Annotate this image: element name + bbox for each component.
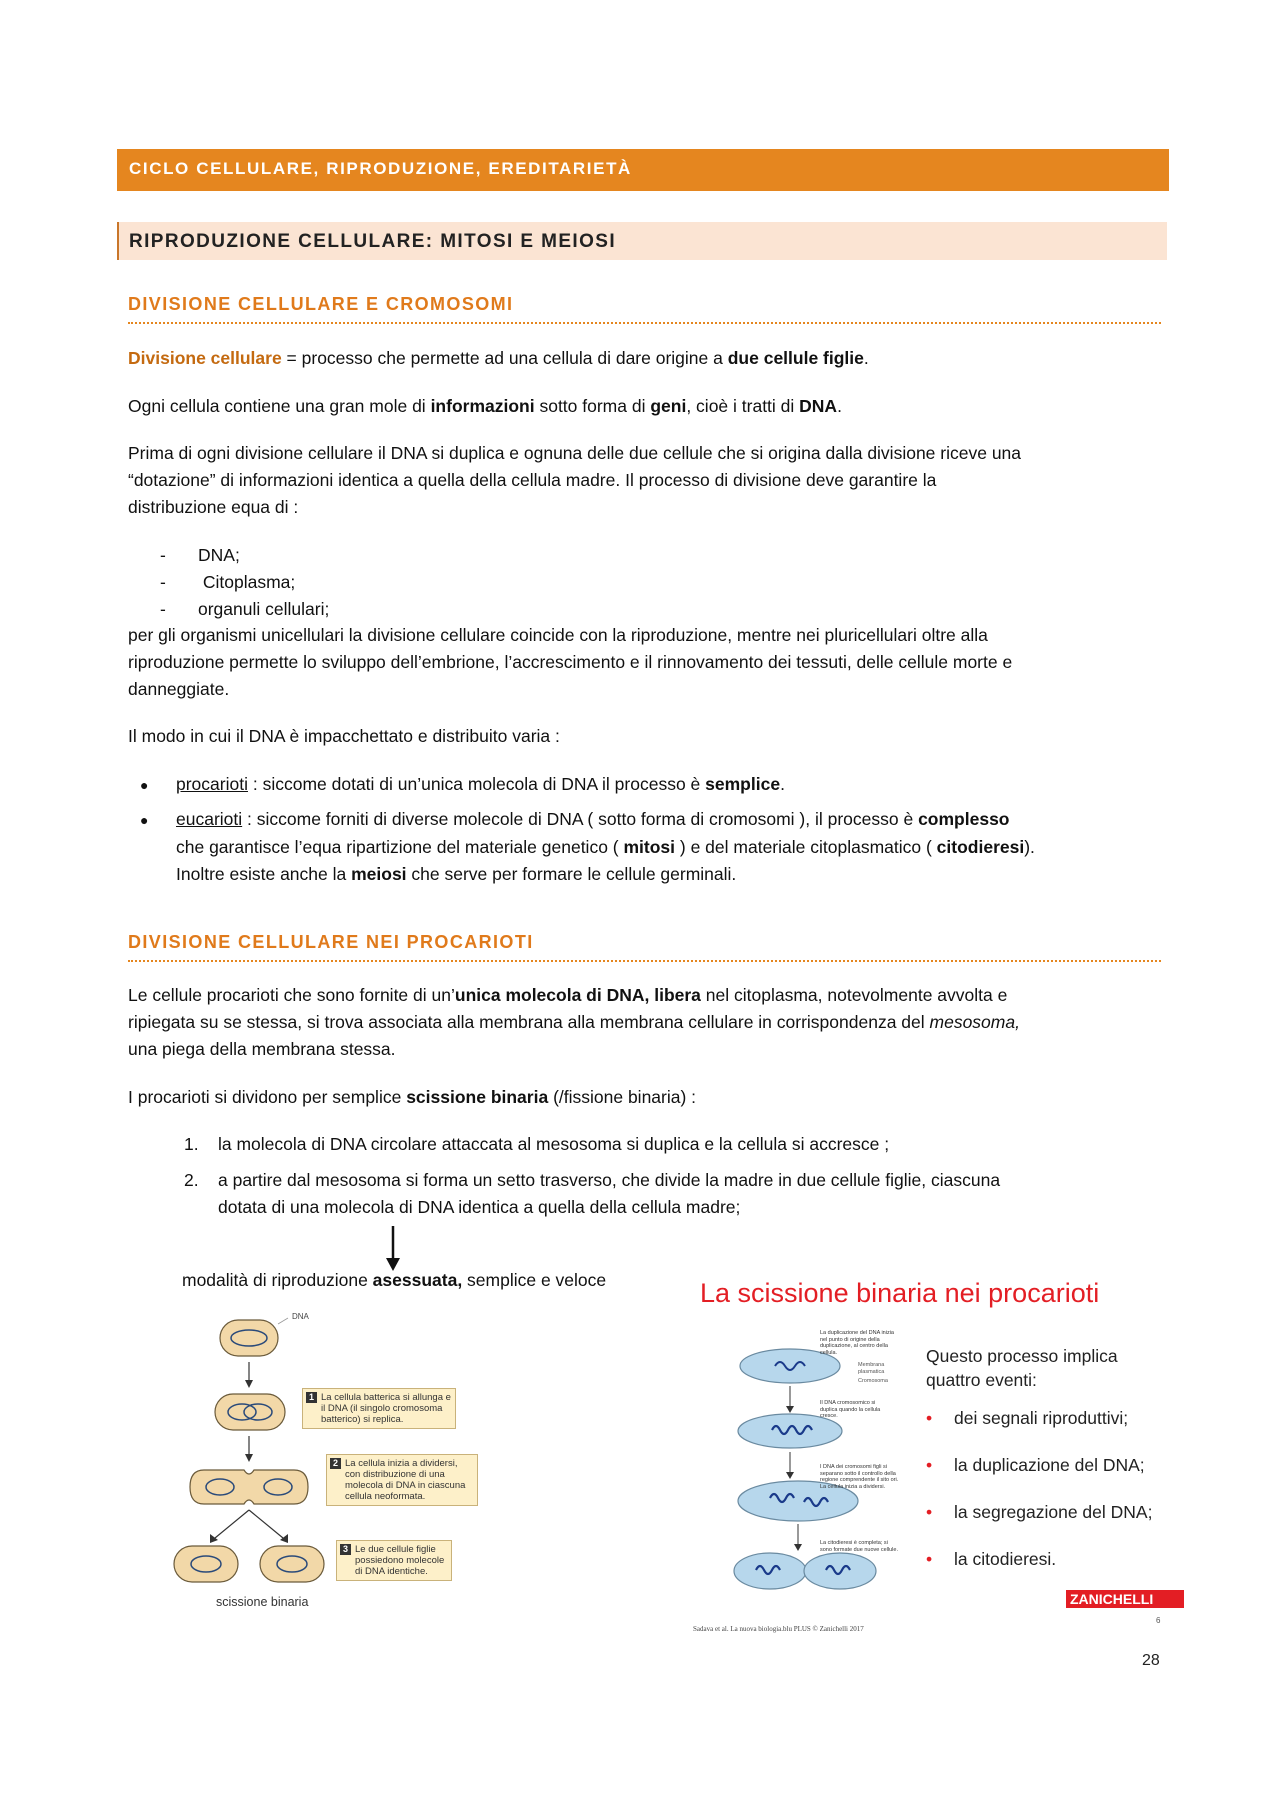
list-item: - organuli cellulari; xyxy=(160,599,330,619)
paragraph-duplicazione: Prima di ogni divisione cellulare il DNA si duplica e ognuna delle due cellule che si origina dalla divisione riceve una “dotazione” di informazioni identica a quella della cellula madre. Il processo di divisione deve garantire la distribuzione equa di : xyxy=(128,443,1022,517)
dna-label: DNA xyxy=(292,1312,309,1321)
image-credit: Sadava et al. La nuova biologia.blu PLUS © Zanichelli 2017 xyxy=(693,1625,864,1633)
mini-caption-2: Il DNA cromosomico si duplica quando la cellula cresce. xyxy=(820,1400,881,1419)
section-banner xyxy=(117,222,1167,260)
bullet-procarioti: ● procarioti : siccome dotati di un’unica molecola di DNA il processo è semplice. xyxy=(140,774,785,794)
slide-intro: Questo processo implica quattro eventi: xyxy=(926,1346,1118,1390)
step-box-2: 2 La cellula inizia a dividersi, con distribuzione di una molecola di DNA in ciascuna cellula neoformata. xyxy=(326,1454,478,1506)
step-box-3: 3 Le due cellule figlie possiedono molecole di DNA identiche. xyxy=(336,1540,452,1581)
numbered-item-2: 2. a partire dal mesosoma si forma un setto trasverso, che divide la madre in due cellule figlie, ciascuna dotata di una molecola di DNA identica a quella della cellula madre; xyxy=(184,1170,1001,1217)
mini-caption-1: La duplicazione del DNA inizia nel punto di origine della duplicazione, al centro della cellula. xyxy=(820,1330,894,1356)
figure-caption: scissione binaria xyxy=(216,1595,309,1609)
list-item: • la segregazione del DNA; xyxy=(926,1502,1153,1522)
paragraph-scissione: I procarioti si dividono per semplice scissione binaria (/fissione binaria) : xyxy=(128,1087,697,1107)
numbered-item-1: 1. la molecola di DNA circolare attaccata al mesosoma si duplica e la cellula si accresce ; xyxy=(184,1134,890,1154)
heading-procarioti: DIVISIONE CELLULARE NEI PROCARIOTI xyxy=(128,932,534,952)
chapter-title: CICLO CELLULARE, RIPRODUZIONE, EREDITARIETÀ xyxy=(129,159,632,178)
figure-scissione-binaria xyxy=(160,1310,480,1610)
slide-title: La scissione binaria nei procarioti xyxy=(700,1278,1100,1308)
down-arrow-icon xyxy=(383,1226,403,1272)
slide-number: 6 xyxy=(1156,1616,1161,1625)
heading-divisione-cellulare: DIVISIONE CELLULARE E CROMOSOMI xyxy=(128,294,514,314)
list-item: • dei segnali riproduttivi; xyxy=(926,1408,1129,1428)
paragraph-informazioni: Ogni cellula contiene una gran mole di informazioni sotto forma di geni, cioè i tratti di DNA. xyxy=(128,396,842,416)
paragraph-impacchettato: Il modo in cui il DNA è impacchettato e distribuito varia : xyxy=(128,726,560,746)
heading-divider xyxy=(128,322,1161,324)
chapter-banner xyxy=(117,149,1169,191)
paragraph-definition: Divisione cellulare = processo che permette ad una cellula di dare origine a due cellule figlie. xyxy=(128,348,869,368)
term-divisione-cellulare: Divisione cellulare xyxy=(128,348,282,368)
dash-list xyxy=(160,542,329,623)
slide-events-list xyxy=(926,1408,1152,1596)
mini-caption-4: La citodieresi è completa; si sono formate due nuove cellule. xyxy=(820,1540,898,1553)
section-title: RIPRODUZIONE CELLULARE: MITOSI E MEIOSI xyxy=(129,231,617,252)
publisher-logo: ZANICHELLI xyxy=(1066,1590,1184,1608)
figure-slide-procarioti xyxy=(690,1278,1190,1638)
paragraph-procarioti: Le cellule procarioti che sono fornite di un’unica molecola di DNA, libera nel citoplasma, notevolmente avvolta e ripiegata su se stessa, si trova associata alla membrana alla membrana cellulare in corrispondenza del mesosoma, una piega della membrana stessa. xyxy=(128,985,1020,1059)
page-number: 28 xyxy=(1142,1652,1160,1669)
list-item: - Citoplasma; xyxy=(160,572,296,592)
paragraph-organismi: per gli organismi unicellulari la divisione cellulare coincide con la riproduzione, mentre nei pluricellulari oltre alla riproduzione permette lo sviluppo dell’embrione, l’accrescimento e il rinnovamento dei tessuti, delle cellule morte e danneggiate. xyxy=(128,625,1013,699)
mini-label-chromosome: Cromosoma xyxy=(858,1378,888,1384)
list-item: - DNA; xyxy=(160,545,240,565)
mini-caption-3: I DNA dei cromosomi figli si separano sotto il controllo della regione comprendente il sito ori. La cellula inizia a dividersi. xyxy=(820,1464,899,1490)
list-item: • la citodieresi. xyxy=(926,1549,1057,1569)
bullet-eucarioti: ● eucarioti : siccome forniti di diverse molecole di DNA ( sotto forma di cromosomi ), il processo è complesso che garantisce l’equa ripartizione del materiale genetico ( mitosi ) e del materiale citoplasmatico ( citodieresi). Inoltre esiste anche la meiosi che serve per formare le cellule germinali. xyxy=(140,809,1035,884)
list-item: • la duplicazione del DNA; xyxy=(926,1455,1145,1475)
modalita-riproduzione: modalità di riproduzione asessuata, semplice e veloce xyxy=(182,1270,607,1290)
heading-divider xyxy=(128,960,1161,962)
mini-label-membrane: Membrana plasmatica xyxy=(858,1362,885,1375)
step-box-1: 1 La cellula batterica si allunga e il DNA (il singolo cromosoma batterico) si replica. xyxy=(302,1388,456,1429)
